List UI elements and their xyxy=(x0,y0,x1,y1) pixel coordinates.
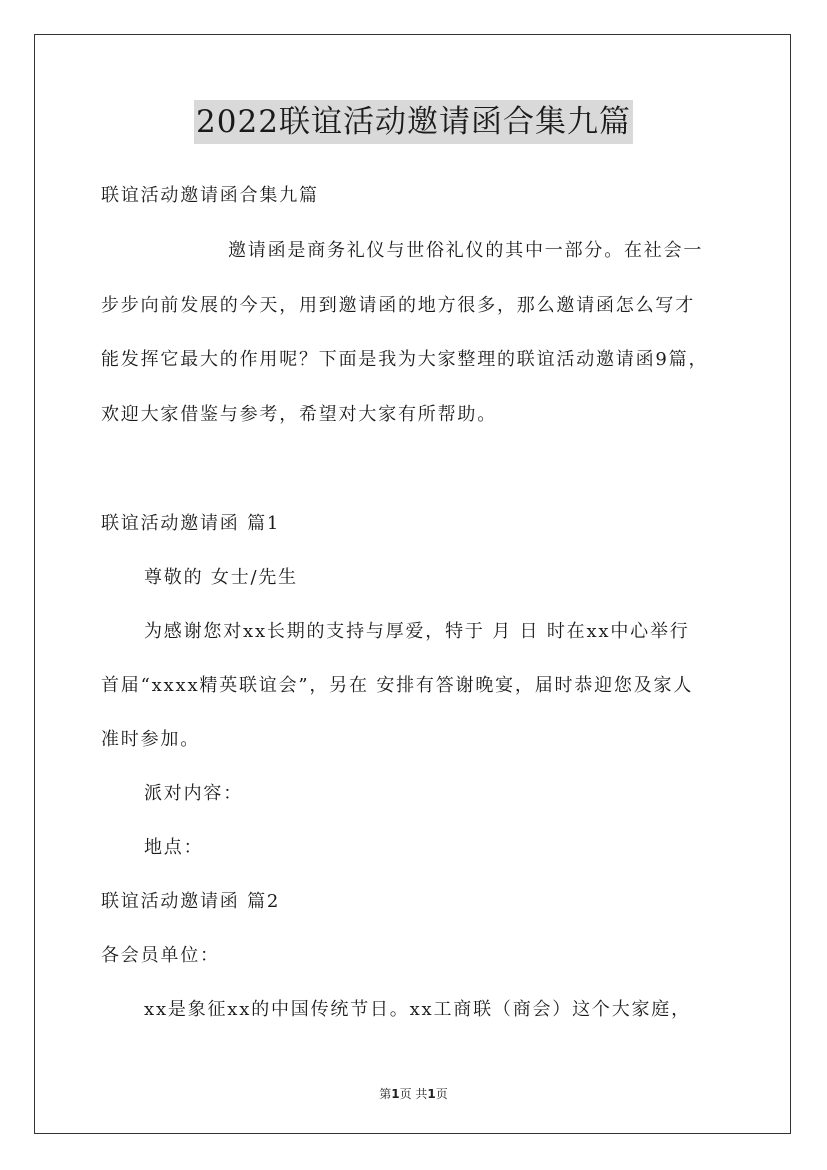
section-1-heading: 联谊活动邀请函 篇1 xyxy=(101,513,281,534)
section-1-body-line-2: 首届“xxxx精英联谊会”，另在 安排有答谢晚宴，届时恭迎您及家人 xyxy=(101,675,694,696)
footer-page-total: 1 xyxy=(427,1087,436,1101)
intro-line-3: 能发挥它最大的作用呢？下面是我为大家整理的联谊活动邀请函9篇， xyxy=(101,349,709,370)
section-1-body-line-3: 准时参加。 xyxy=(101,729,200,750)
section-1-party-content: 派对内容： xyxy=(144,783,243,804)
title-container xyxy=(0,100,827,144)
section-2-body-line-1: xx是象征xx的中国传统节日。xx工商联（商会）这个大家庭， xyxy=(144,999,691,1020)
section-1-salutation: 尊敬的 女士/先生 xyxy=(144,567,298,588)
document-subtitle: 联谊活动邀请函合集九篇 xyxy=(101,185,319,206)
footer-page-mid: 页 共 xyxy=(399,1087,428,1101)
intro-line-1: 邀请函是商务礼仪与世俗礼仪的其中一部分。在社会一 xyxy=(228,240,704,261)
section-2-salutation: 各会员单位： xyxy=(101,945,220,966)
document-title: 2022联谊活动邀请函合集九篇 xyxy=(194,100,633,144)
intro-line-4: 欢迎大家借鉴与参考，希望对大家有所帮助。 xyxy=(101,404,497,425)
footer-page-prefix: 第 xyxy=(379,1087,392,1101)
intro-line-2: 步步向前发展的今天，用到邀请函的地方很多，那么邀请函怎么写才 xyxy=(101,295,695,316)
section-1-body-line-1: 为感谢您对xx长期的支持与厚爱，特于 月 日 时在xx中心举行 xyxy=(144,621,690,642)
page-footer xyxy=(0,1085,827,1102)
section-2-heading: 联谊活动邀请函 篇2 xyxy=(101,891,281,912)
footer-page-current: 1 xyxy=(391,1087,400,1101)
footer-page-suffix: 页 xyxy=(435,1087,448,1101)
section-1-location: 地点： xyxy=(144,837,204,858)
